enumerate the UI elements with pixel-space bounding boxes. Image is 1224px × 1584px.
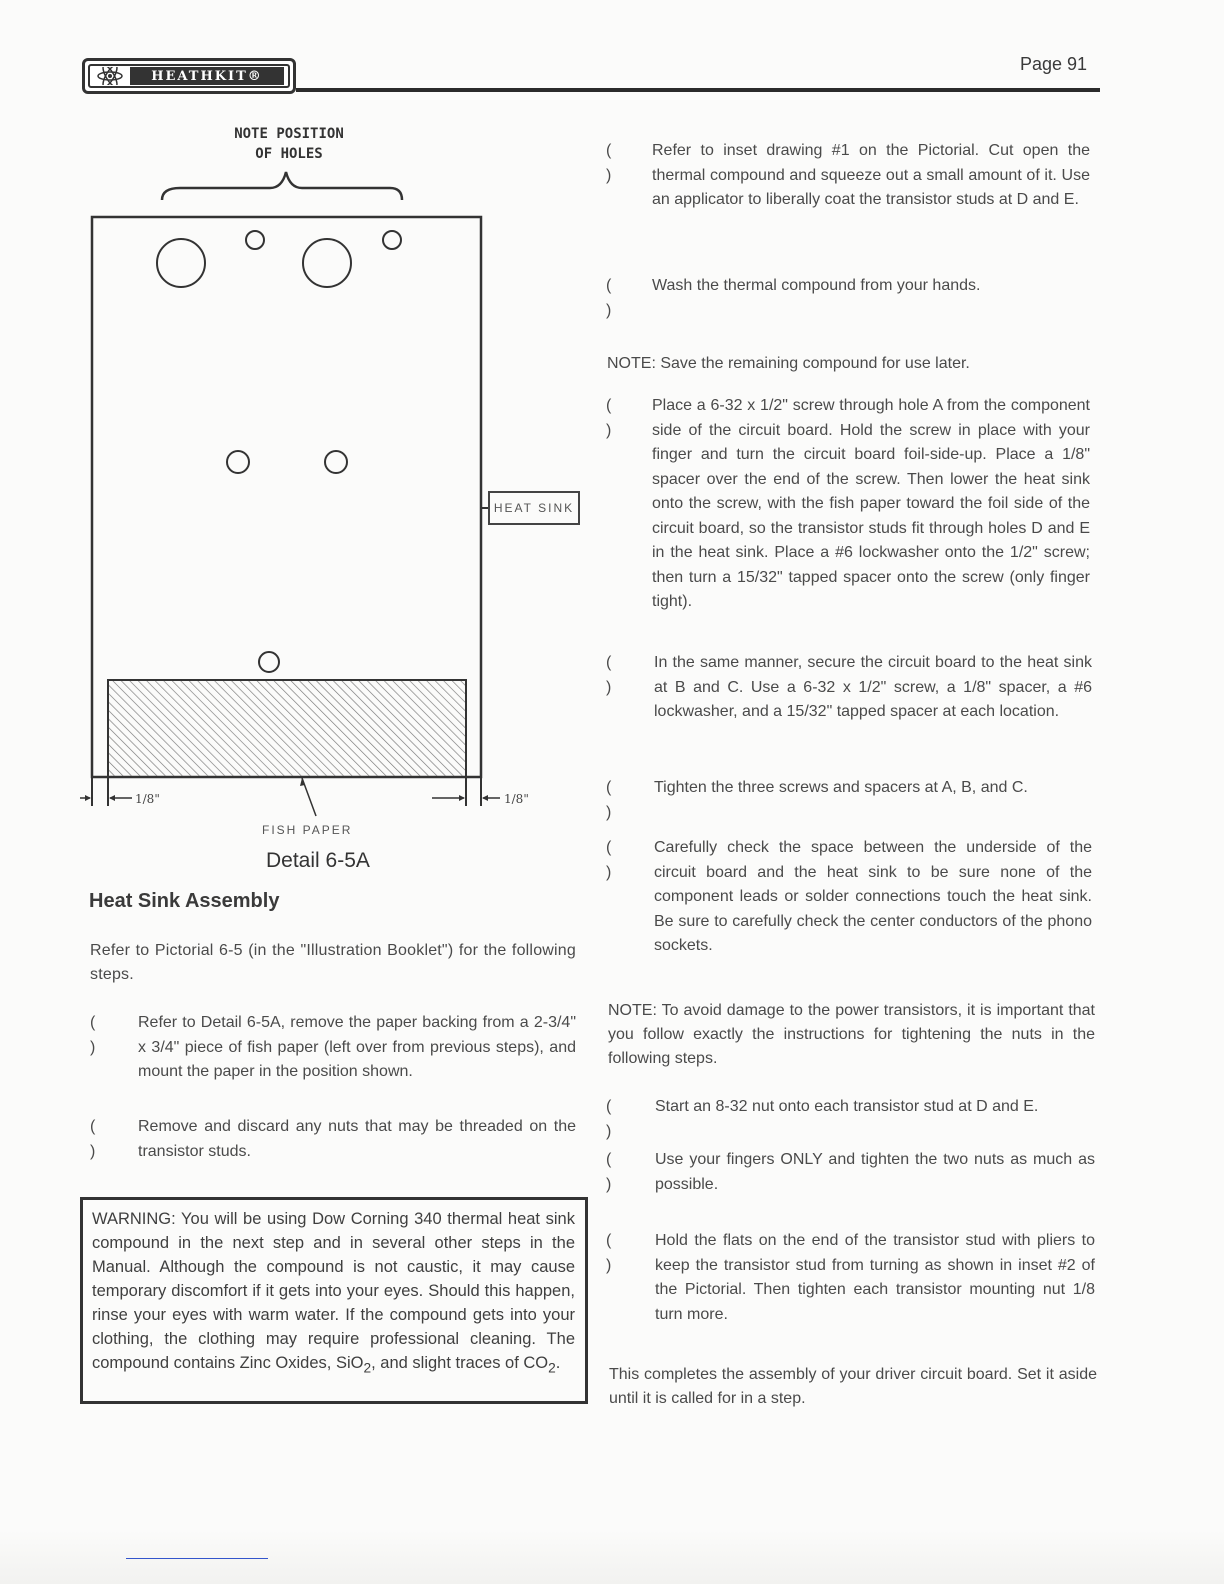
heathkit-logo — [82, 58, 296, 94]
dimension-left-label: 1/8" — [135, 792, 160, 806]
middle-hole-right — [325, 451, 347, 473]
right-step-8 — [606, 1148, 1096, 1200]
left-step-1-text: Refer to Detail 6-5A, remove the paper backing from a 2-3/4" x 3/4" piece of fish paper (left over from previous steps), and mount the paper in the position shown. — [138, 1014, 576, 1080]
section-heading: Heat Sink Assembly — [89, 890, 280, 912]
page-number: Page 91 — [1020, 54, 1088, 74]
warning-subscript-1: 2 — [363, 1360, 372, 1376]
detail-title: Detail 6-5A — [266, 849, 370, 872]
right-step-7-text: Start an 8-32 nut onto each transistor stud at D and E. — [655, 1098, 1039, 1115]
middle-hole-left — [227, 451, 249, 473]
right-step-6 — [606, 836, 1092, 960]
right-step-4-text: In the same manner, secure the circuit board to the heat sink at B and C. Use a 6-32 x 1/2" screw, a 1/8" spacer, a #6 lockwasher, and a 15/32" tapped spacer at each location. — [654, 654, 1092, 720]
checkbox-marker[interactable]: ( ) — [606, 397, 622, 439]
large-hole-right — [303, 239, 351, 287]
checkbox-marker[interactable]: ( ) — [606, 654, 622, 696]
right-step-9 — [606, 1229, 1096, 1329]
left-step-2-text: Remove and discard any nuts that may be threaded on the transistor studs. — [138, 1118, 576, 1160]
checkbox-marker[interactable]: ( ) — [606, 142, 622, 184]
warning-text-mid: , and slight traces of CO — [371, 1354, 549, 1372]
large-hole-left — [157, 239, 205, 287]
right-step-4 — [606, 651, 1092, 751]
right-step-6-text: Carefully check the space between the underside of the circuit board and the heat sink to be sure none of the component leads or solder connections touch the heat sink. Be sure to carefully check the center conductors of the phono sockets. — [654, 839, 1092, 954]
warning-text-end: . — [555, 1354, 561, 1372]
checkbox-marker[interactable]: ( ) — [606, 1098, 622, 1140]
checkbox-marker[interactable]: ( ) — [606, 1232, 622, 1274]
scan-shading — [0, 1530, 1224, 1584]
header-rule — [296, 88, 1100, 92]
heat-sink-label: HEAT SINK — [488, 491, 580, 525]
holes-brace — [162, 172, 402, 200]
checkbox-marker[interactable]: ( ) — [606, 1151, 622, 1193]
small-hole-right — [383, 231, 401, 249]
closing-paragraph: This completes the assembly of your driver circuit board. Set it aside until it is called for in a step. — [609, 1366, 1097, 1407]
right-step-3 — [606, 394, 1092, 639]
heat-sink-detail-drawing — [80, 120, 560, 840]
right-step-1-text: Refer to inset drawing #1 on the Pictorial. Cut open the thermal compound and squeeze out a small amount of it. Use an applicator to liberally coat the transistor studs at D and E. — [652, 142, 1090, 208]
left-step-2 — [90, 1115, 576, 1167]
intro-paragraph: Refer to Pictorial 6-5 (in the "Illustration Booklet") for the following steps. — [90, 942, 576, 983]
right-step-9-text: Hold the flats on the end of the transistor stud with pliers to keep the transistor stud from turning as shown in inset #2 of the Pictorial. Then tighten each transistor mounting nut 1/8 turn more. — [655, 1232, 1095, 1323]
right-step-2-text: Wash the thermal compound from your hands. — [652, 277, 981, 294]
right-step-3-text: Place a 6-32 x 1/2" screw through hole A from the component side of the circuit board. Hold the screw in place with your finger and turn the circuit board foil-side-up. Place a 1/8" spacer over the end of the screw. Then lower the heat sink onto the screw, with the fish paper toward the foil side of the circuit board, so the transistor studs fit through holes D and E in the heat sink. Place a #6 lockwasher onto the 1/2" screw; then turn a 15/32" tapped spacer onto the screw (only finger tight). — [652, 397, 1090, 610]
right-step-1 — [606, 139, 1092, 239]
checkbox-marker[interactable]: ( ) — [90, 1118, 106, 1160]
bottom-hole — [259, 652, 279, 672]
warning-text: WARNING: You will be using Dow Corning 340 thermal heat sink compound in the next step and in several other steps in the Manual. Although the compound is not caustic, it may cause temporary discomfort if it gets into your eyes. Should this happen, rinse your eyes with warm water. If the compound gets into your clothing, the clothing may require professional cleaning. The compound contains Zinc Oxides, SiO — [92, 1210, 575, 1372]
dimension-right-label: 1/8" — [504, 792, 529, 806]
right-step-8-text: Use your fingers ONLY and tighten the two nuts as much as possible. — [655, 1151, 1095, 1193]
right-step-2 — [606, 274, 1092, 319]
checkbox-marker[interactable]: ( ) — [90, 1014, 106, 1056]
logo-wordmark: HEATHKIT® — [130, 67, 284, 85]
note-line-2: OF HOLES — [255, 146, 323, 162]
checkbox-marker[interactable]: ( ) — [606, 839, 622, 881]
fish-paper-area — [108, 680, 466, 777]
warning-subscript-2: 2 — [548, 1360, 556, 1376]
checkbox-marker[interactable]: ( ) — [606, 277, 622, 319]
left-step-1 — [90, 1011, 576, 1111]
bottom-underline — [126, 1558, 268, 1559]
small-hole-left — [246, 231, 264, 249]
atom-icon — [90, 65, 130, 87]
note-line-1: NOTE POSITION — [234, 126, 344, 142]
right-step-5 — [606, 776, 1092, 821]
note-power-transistors: NOTE: To avoid damage to the power transistors, it is important that you follow exactly the instructions for tightening the nuts in the following steps. — [608, 1002, 1095, 1067]
right-step-7 — [606, 1095, 1096, 1140]
fish-paper-label: FISH PAPER — [262, 823, 353, 837]
note-save-compound: NOTE: Save the remaining compound for use later. — [607, 355, 970, 372]
right-step-5-text: Tighten the three screws and spacers at A, B, and C. — [654, 779, 1028, 796]
warning-box — [80, 1197, 588, 1404]
checkbox-marker[interactable]: ( ) — [606, 779, 622, 821]
